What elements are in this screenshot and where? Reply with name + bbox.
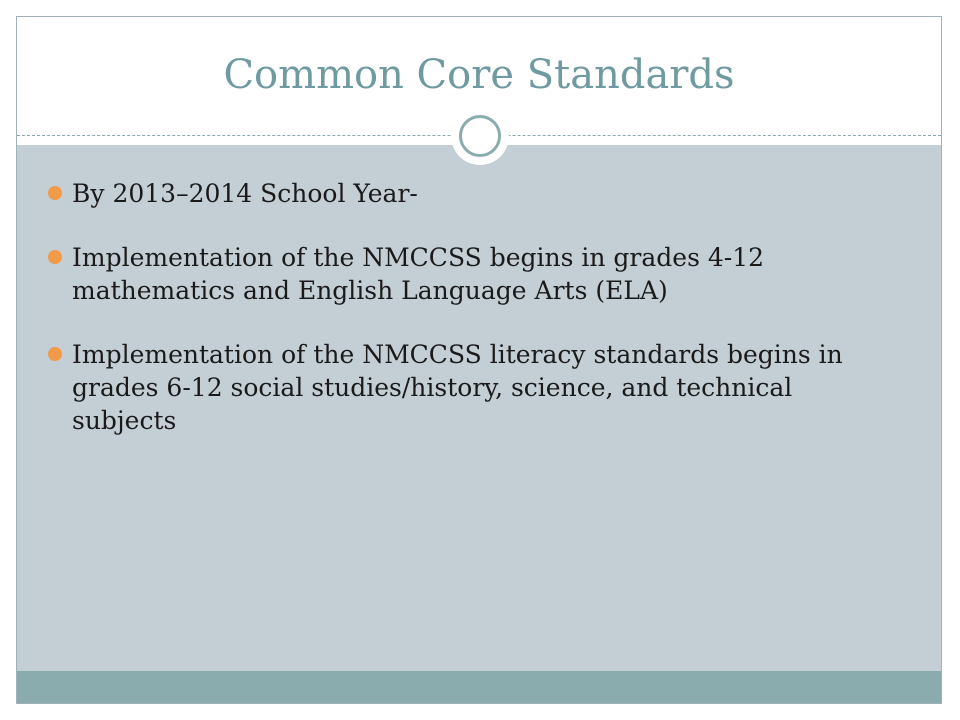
bullet-text: Implementation of the NMCCSS begins in grades 4-12 mathematics and English Language Arts (ELA)	[72, 243, 765, 305]
bullet-text: Implementation of the NMCCSS literacy standards begins in grades 6-12 social studies/history, science, and technical subjects	[72, 340, 843, 435]
bullet-dot-icon	[48, 347, 62, 361]
bottom-band	[17, 671, 941, 704]
bullet-item	[17, 338, 941, 437]
bullet-item	[17, 177, 941, 210]
bullet-dot-icon	[48, 186, 62, 200]
slide-frame	[16, 16, 942, 704]
bullet-list	[17, 177, 941, 468]
ring-ornament-icon	[451, 107, 509, 165]
bullet-item	[17, 241, 941, 307]
ring-inner	[459, 115, 501, 157]
bullet-dot-icon	[48, 250, 62, 264]
bullet-text: By 2013–2014 School Year-	[72, 179, 418, 208]
slide-title: Common Core Standards	[223, 52, 735, 98]
